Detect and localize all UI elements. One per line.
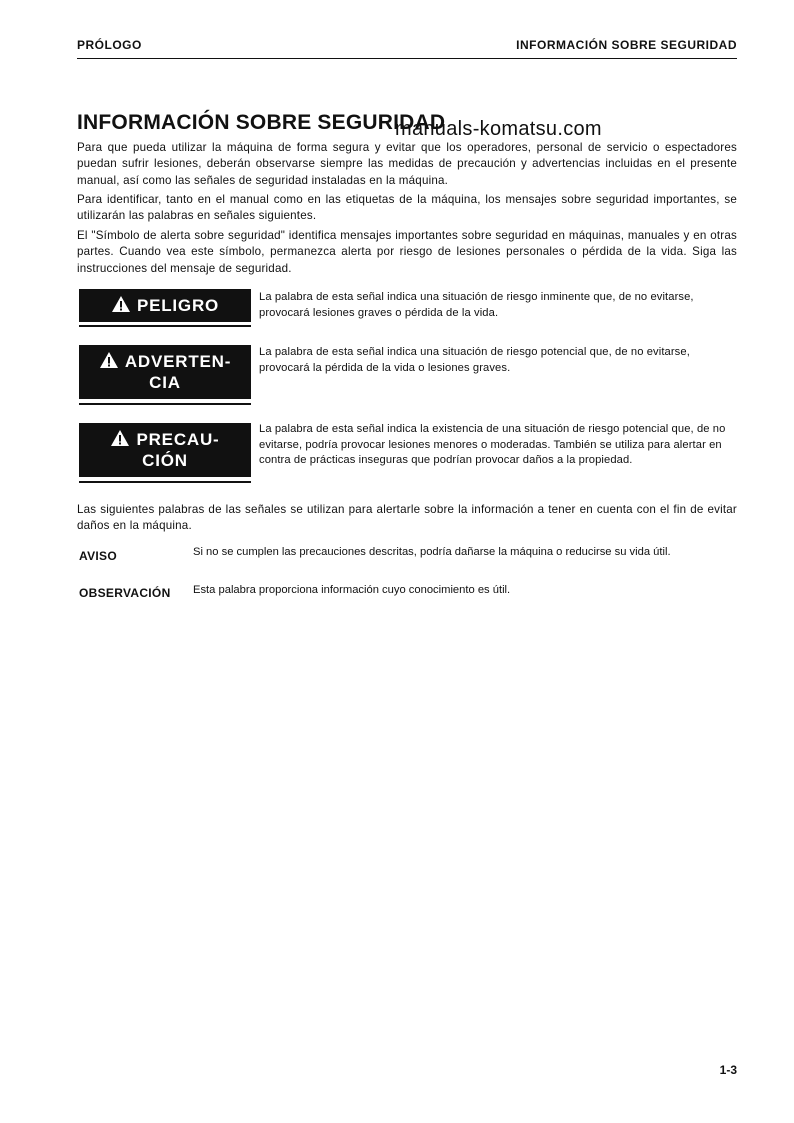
danger-sign [79,289,251,322]
warning-sign-description: La palabra de esta señal indica una situación de riesgo potencial que, de no evitarse, provocará la pérdida de la vida o lesiones graves. [259,346,690,374]
warning-sign-underline [79,403,251,405]
danger-sign-underline [79,325,251,327]
warning-sign-label-line2: CIA [149,373,181,392]
caution-sign [79,423,251,477]
keyword-aviso-description: Si no se cumplen las precauciones descritas, podría dañarse la máquina o reducirse su vida útil. [193,546,671,558]
intro-paragraph-2: Para identificar, tanto en el manual como en las etiquetas de la máquina, los mensajes sobre seguridad importantes, se utilizarán las palabras en señales siguientes. [77,192,737,223]
caution-sign-description: La palabra de esta señal indica la existencia de una situación de riesgo potencial que, de no evitarse, podría provocar lesiones menores o moderadas. También se utiliza para alertar en contra de prácticas inseguras que podrían provocar daños a la propiedad. [259,423,726,467]
intro-paragraph-3: El "Símbolo de alerta sobre seguridad" identifica mensajes importantes sobre seguridad en máquinas, manuales y en otras partes. Cuando vea este símbolo, permanezca alerta por riesgo de lesiones personales o pérdida de la vida. Siga las instrucciones del mensaje de seguridad. [77,228,737,275]
caution-sign-label-line1: PRECAU- [136,430,220,449]
keyword-aviso: AVISO [79,549,117,563]
damage-intro-paragraph: Las siguientes palabras de las señales se utilizan para alertarle sobre la información a tener en cuenta con el fin de evitar daños en la máquina. [77,502,737,533]
page-header [77,38,737,59]
caution-sign-label-line2: CIÓN [142,451,188,470]
warning-sign-label-line1: ADVERTEN- [124,352,232,371]
warning-triangle-icon [111,295,131,313]
warning-triangle-icon [99,351,119,369]
danger-sign-label: PELIGRO [136,296,220,315]
watermark-text: manuals-komatsu.com [395,118,602,140]
warning-triangle-icon [110,429,130,447]
intro-paragraph-1: Para que pueda utilizar la máquina de forma segura y evitar que los operadores, personal de servicio o espectadores puedan sufrir lesiones, deberán observarse siempre las medidas de precaución y advertencias incluidas en el presente manual, así como las señales de seguridad instaladas en la máquina. [77,140,737,187]
header-chapter-title: INFORMACIÓN SOBRE SEGURIDAD [516,38,737,52]
page-number: 1-3 [719,1063,737,1077]
warning-sign [79,345,251,399]
danger-sign-description: La palabra de esta señal indica una situación de riesgo inminente que, de no evitarse, provocará lesiones graves o pérdida de la vida. [259,291,694,319]
keyword-observacion-description: Esta palabra proporciona información cuyo conocimiento es útil. [193,584,511,596]
caution-sign-underline [79,481,251,483]
keyword-observacion: OBSERVACIÓN [79,586,171,600]
page-title: INFORMACIÓN SOBRE SEGURIDAD [77,111,446,134]
header-section-title: PRÓLOGO [77,38,142,52]
